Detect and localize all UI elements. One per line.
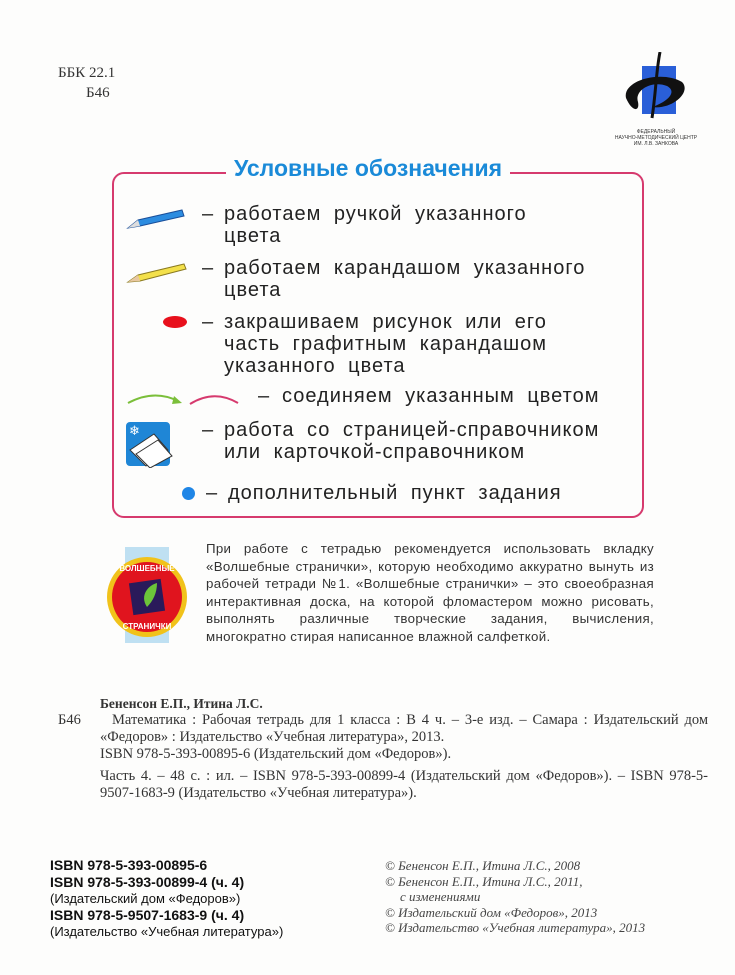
bbk-code (58, 63, 115, 103)
isbn-line: ISBN 978-5-393-00895-6 (Издательский дом «Федоров»). (100, 746, 452, 762)
legend-text: цвета (224, 279, 282, 301)
legend-dash: – (202, 257, 215, 279)
copyright-line: с изменениями (400, 889, 481, 904)
magic-pages-badge (103, 545, 191, 645)
publisher-3: (Издательство «Учебная литература») (50, 924, 284, 939)
legend-text: работаем ручкой указанного (224, 203, 527, 225)
copyright-block (385, 858, 645, 936)
legend-dash: – (258, 385, 271, 407)
legend-item-reference (224, 419, 599, 463)
logo-caption-line: НАУЧНО-МЕТОДИЧЕСКИЙ ЦЕНТР (614, 135, 698, 141)
copyright-line: © Издательство «Учебная литература», 2013 (385, 920, 646, 935)
legend-text: работа со страницей-справочником (224, 419, 600, 441)
legend-dash: – (202, 419, 215, 441)
legend-text: цвета (224, 225, 282, 247)
bibliographic-record (58, 695, 708, 802)
legend-item-pencil (224, 257, 585, 301)
svg-text:❄: ❄ (129, 424, 140, 439)
badge-text-bottom: СТРАНИЧКИ (122, 622, 172, 631)
part-line: Часть 4. – 48 с. : ил. – ISBN 978-5-393-00899-4 (Издательский дом «Федоров»). – ISBN 978-5-9507-1683-9 (Издательство «Учебная литература»). (100, 768, 708, 801)
magic-pages-icon (103, 545, 191, 645)
legend-title: Условные обозначения (226, 155, 510, 182)
legend-item-extra: дополнительный пункт задания (228, 482, 562, 504)
isbn-3: ISBN 978-5-9507-1683-9 (ч. 4) (50, 907, 245, 923)
zankov-center-logo-icon (612, 52, 700, 122)
legend-dash: – (202, 311, 215, 333)
publisher-2: (Издательский дом «Федоров») (50, 891, 241, 906)
legend-dash: – (206, 482, 219, 504)
badge-text-top: ВОЛШЕБНЫЕ (119, 564, 175, 573)
authors: Бененсон Е.П., Итина Л.С. (100, 696, 263, 711)
title-line: Математика : Рабочая тетрадь для 1 класса : В 4 ч. – 3-е изд. – Самара : Издательский дом «Федоров» : Издательство «Учебная литература», 2013. (100, 712, 708, 745)
magic-pages-note: При работе с тетрадью рекомендуется использовать вкладку «Волшебные странички», которую необходимо аккуратно вынуть из рабочей тетради №1. «Волшебные странички» – это своеобразная интерактивная доска, на которой фломастером можно рисовать, выполнять различные творческие задания, вычисления, многократно стирая написанное влажной салфеткой. (206, 541, 654, 644)
legend-text: или карточкой-справочником (224, 441, 526, 463)
connect-arrows-icon (126, 387, 246, 407)
pen-icon (126, 208, 186, 230)
legend-item-connect: соединяем указанным цветом (282, 385, 600, 407)
legend-item-pen (224, 203, 527, 247)
publisher-logo (612, 52, 700, 147)
isbn-2: ISBN 978-5-393-00899-4 (ч. 4) (50, 874, 245, 890)
bbk-number: ББК 22.1 (58, 65, 116, 81)
reference-cards-icon (124, 420, 174, 468)
legend-text: указанного цвета (224, 355, 406, 377)
blue-dot-icon (182, 487, 195, 500)
pencil-icon (126, 262, 188, 284)
copyright-line: © Бененсон Е.П., Итина Л.С., 2011, (385, 873, 583, 889)
copyright-line: © Издательский дом «Федоров», 2013 (385, 904, 598, 920)
red-oval-icon (163, 316, 187, 328)
legend-text: часть графитным карандашом (224, 333, 548, 355)
author-index: Б46 (58, 712, 81, 728)
logo-caption-line: ИМ. Л.В. ЗАНКОВА (633, 141, 679, 147)
copyright-line: © Бененсон Е.П., Итина Л.С., 2008 (385, 858, 581, 873)
legend-dash: – (202, 203, 215, 225)
author-index: Б46 (86, 85, 110, 101)
isbn-block (50, 857, 283, 940)
legend-item-shade (224, 311, 547, 377)
legend-text: работаем карандашом указанного (224, 257, 586, 279)
isbn-1: ISBN 978-5-393-00895-6 (50, 857, 208, 873)
legend-text: закрашиваем рисунок или его (224, 311, 547, 333)
logo-caption-line: ФЕДЕРАЛЬНЫЙ (636, 129, 676, 135)
